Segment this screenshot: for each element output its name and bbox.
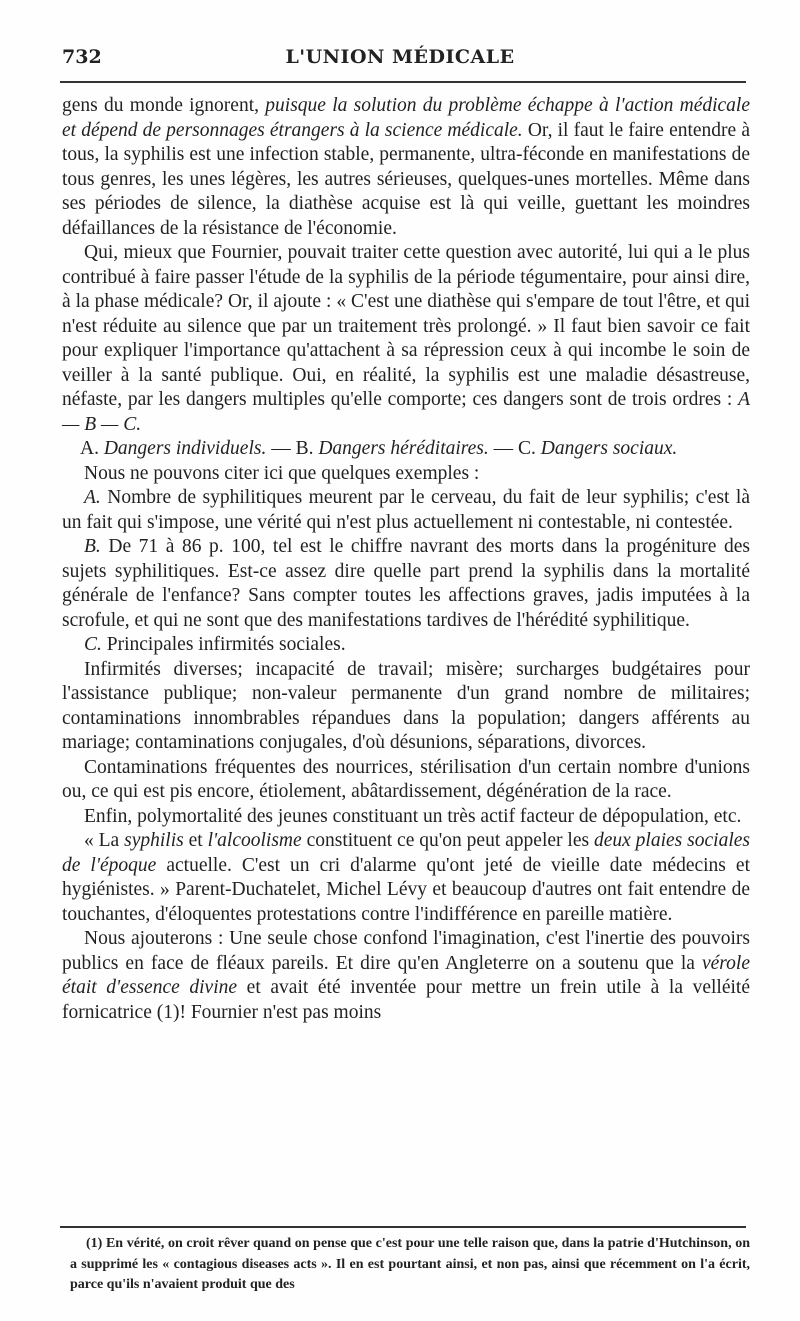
paragraph [62, 927, 750, 1025]
paragraph [62, 241, 750, 437]
page-number: 732 [62, 46, 102, 68]
heading-letter: C. [518, 438, 536, 459]
italic-run: vérole était d'essence divine [62, 952, 750, 998]
text-run: gens du monde ignorent, [62, 95, 266, 116]
item-letter: A. [84, 487, 101, 508]
paragraph: Contaminations fréquentes des nourrices, stérilisation d'un certain nombre d'unions ou, ce qui est pis encore, étiolement, abâtardissement, dégénération de la race. [62, 756, 750, 802]
header-rule [60, 81, 746, 83]
heading-label: Dangers sociaux. [540, 438, 678, 459]
separator: — [266, 438, 296, 459]
separator: — [488, 438, 519, 459]
body-text [62, 94, 750, 1025]
running-head: L'UNION MÉDICALE [285, 46, 515, 68]
text-run: actuelle. C'est un cri d'alarme qu'ont jeté de vieille date médecins et hygiénistes. » Parent-Duchatelet, Michel Lévy et beaucoup d'autres ont fait entendre de touchantes, d'éloquentes protestations contre l'indifférence en pareille matière. [62, 854, 750, 925]
paragraph: Enfin, polymortalité des jeunes constituant un très actif facteur de dépopulation, etc. [84, 805, 742, 827]
footnote: (1) En vérité, on croit rêver quand on pense que c'est pour une telle raison que, dans la patrie d'Hutchinson, on a supprimé les « contagious diseases acts ». Il en est pourtant ainsi, et non pas, ainsi que récemment on l'a écrit, parce qu'ils n'avaient produit que des [70, 1236, 750, 1292]
italic-run: l'alcoolisme [207, 830, 302, 851]
heading-label: Dangers héréditaires. [318, 438, 489, 459]
text-run: Qui, mieux que Fournier, pouvait traiter cette question avec autorité, lui qui a le plus contribué à faire passer l'étude de la syphilis de la période tégumentaire, pour ainsi dire, à la phase médicale? Or, il ajoute : « C'est une diathèse qui s'empare de tout l'être, et qui n'est réduite au silence que par un traitement très prolongé. » Il faut bien savoir ce fait pour expliquer l'importance qu'attachent à sa répression ceux à qui incombe le soin de veiller à la santé publique. Oui, en réalité, la syphilis est une maladie désastreuse, néfaste, par les dangers multiples qu'elle comporte; ces dangers sont de trois ordres : [62, 242, 750, 410]
text-run: « La [84, 830, 125, 851]
paragraph: Nous ne pouvons citer ici que quelques exemples : [84, 462, 480, 484]
footnote-rule [60, 1226, 746, 1228]
text-run: Nous ajouterons : Une seule chose confond l'imagination, c'est l'inertie des pouvoirs publics en face de fléaux pareils. Et dire qu'en Angleterre on a soutenu que la [62, 928, 750, 974]
paragraph: Infirmités diverses; incapacité de travail; misère; surcharges budgétaires pour l'assistance publique; non-valeur permanente d'un grand nombre de militaires; contaminations innombrables répandues dans la population; dangers afférents au mariage; contaminations conjugales, d'où désunions, séparations, divorces. [62, 658, 750, 753]
paragraph [62, 633, 750, 658]
heading-letter: A. [80, 438, 99, 459]
paragraph [62, 94, 750, 241]
text-run: De 71 à 86 p. 100, tel est le chiffre navrant des morts dans la progéniture des sujets syphilitiques. Est-ce assez dire quelle part prend la syphilis dans la mortalité générale de l'enfance? Sans compter toutes les affections graves, jadis imputées à la scrofule, et qui ne sont que des manifestations tardives de l'hérédité syphilitique. [62, 536, 750, 631]
item-letter: B. [84, 536, 101, 557]
dangers-heading [62, 437, 750, 462]
text-run: et avait été inventée pour mettre un frein utile à la velléité fornicatrice (1)! Fournier n'est pas moins [62, 977, 750, 1023]
paragraph [62, 535, 750, 633]
text-run: Principales infirmités sociales. [101, 634, 346, 655]
italic-run: syphilis [124, 830, 184, 851]
text-run: Nombre de syphilitiques meurent par le cerveau, du fait de leur syphilis; c'est là un fait qui s'impose, une vérité qui n'est plus actuellement ni contestable, ni contestée. [62, 487, 750, 533]
text-run: constituent ce qu'on peut appeler les [301, 830, 594, 851]
text-run: Or, il faut le faire entendre à tous, la syphilis est une infection stable, permanente, ultra-féconde en manifestations de tous genres, les unes légères, les autres sérieuses, quelques-unes mortelles. Même dans ses périodes de silence, la diathèse acquise est là qui veille, guettant les moindres défaillances de la résistance de l'économie. [62, 119, 750, 239]
text-run: et [183, 830, 208, 851]
heading-letter: B. [295, 438, 314, 459]
paragraph [62, 829, 750, 927]
item-letter: C. [84, 634, 102, 655]
paragraph [62, 486, 750, 535]
italic-run: puisque la solution du problème échappe à l'action médicale et dépend de personnages étrangers à la science médicale. [62, 95, 750, 141]
heading-label: Dangers individuels. [103, 438, 267, 459]
italic-run: deux plaies sociales de l'époque [62, 830, 750, 876]
italic-run: A — B — C. [62, 389, 750, 435]
